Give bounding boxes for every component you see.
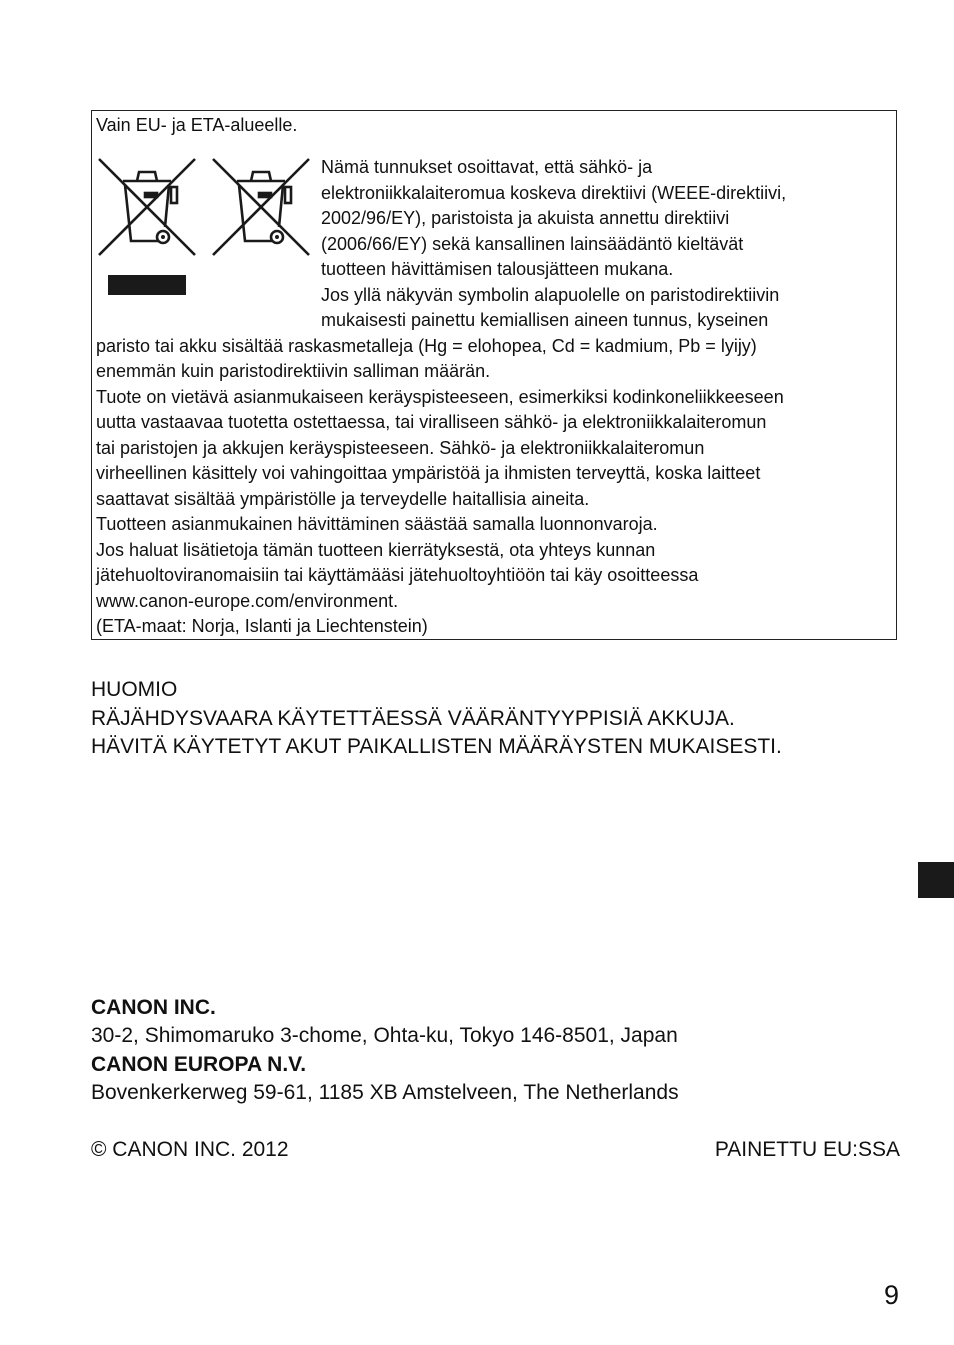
chemical-symbol-bar bbox=[108, 275, 186, 295]
crossed-out-wheeled-bin-icon bbox=[211, 157, 311, 257]
section-tab-marker bbox=[918, 862, 954, 898]
notice-line: tuotteen hävittämisen talousjätteen mukana. bbox=[321, 259, 674, 279]
notice-line: (2006/66/EY) sekä kansallinen lainsäädäntö kieltävät bbox=[321, 234, 744, 254]
company-name: CANON INC. bbox=[91, 996, 216, 1019]
notice-line: virheellinen käsittely voi vahingoittaa ympäristöä ja ihmisten terveyttä, koska laitteet bbox=[96, 463, 761, 483]
notice-line: mukaisesti painettu kemiallisen aineen tunnus, kyseinen bbox=[321, 310, 769, 330]
notice-line: enemmän kuin paristodirektiivin salliman määrän. bbox=[96, 361, 491, 381]
notice-line: uutta vastaavaa tuotetta ostettaessa, tai viralliseen sähkö- ja elektroniikkalaiteromun bbox=[96, 412, 767, 432]
notice-line: (ETA-maat: Norja, Islanti ja Liechtenstein) bbox=[96, 616, 428, 636]
notice-line: Jos yllä näkyvän symbolin alapuolelle on paristodirektiivin bbox=[321, 285, 780, 305]
notice-line: Nämä tunnukset osoittavat, että sähkö- ja bbox=[321, 157, 653, 177]
company-address: 30-2, Shimomaruko 3-chome, Ohta-ku, Tokyo 146-8501, Japan bbox=[91, 1024, 678, 1047]
notice-line: Jos haluat lisätietoja tämän tuotteen kierrätyksestä, ota yhteys kunnan bbox=[96, 540, 656, 560]
notice-line: saattavat sisältää ympäristölle ja terveydelle haitallisia aineita. bbox=[96, 489, 590, 509]
warning-line: RÄJÄHDYSVAARA KÄYTETTÄESSÄ VÄÄRÄNTYYPPISIÄ AKKUJA. bbox=[91, 707, 735, 730]
warning-line: HÄVITÄ KÄYTETYT AKUT PAIKALLISTEN MÄÄRÄYSTEN MUKAISESTI. bbox=[91, 735, 782, 758]
copyright: © CANON INC. 2012 bbox=[91, 1138, 289, 1161]
notice-line: Tuote on vietävä asianmukaiseen keräyspisteeseen, esimerkiksi kodinkoneliikkeeseen bbox=[96, 387, 784, 407]
company-address: Bovenkerkerweg 59-61, 1185 XB Amstelveen, The Netherlands bbox=[91, 1081, 679, 1104]
notice-line: jätehuoltoviranomaisiin tai käyttämääsi jätehuoltoyhtiöön tai käy osoitteessa bbox=[96, 565, 699, 585]
page-number: 9 bbox=[883, 1280, 899, 1310]
crossed-out-wheeled-bin-icon bbox=[97, 157, 197, 257]
notice-line: Tuotteen asianmukainen hävittäminen säästää samalla luonnonvaroja. bbox=[96, 514, 658, 534]
notice-line: elektroniikkalaiteromua koskeva direktiivi (WEEE-direktiivi, bbox=[321, 183, 787, 203]
company-name: CANON EUROPA N.V. bbox=[91, 1053, 307, 1076]
notice-line: www.canon-europe.com/environment. bbox=[96, 591, 399, 611]
notice-line: paristo tai akku sisältää raskasmetalleja (Hg = elohopea, Cd = kadmium, Pb = lyijy) bbox=[96, 336, 757, 356]
notice-line: tai paristojen ja akkujen keräyspisteeseen. Sähkö- ja elektroniikkalaiteromun bbox=[96, 438, 705, 458]
notice-line: 2002/96/EY), paristoista ja akuista annettu direktiivi bbox=[321, 208, 730, 228]
warning-title: HUOMIO bbox=[91, 678, 178, 701]
recycling-notice-box bbox=[91, 110, 897, 640]
printed-in: PAINETTU EU:SSA bbox=[714, 1138, 900, 1161]
notice-header: Vain EU- ja ETA-alueelle. bbox=[96, 115, 298, 135]
